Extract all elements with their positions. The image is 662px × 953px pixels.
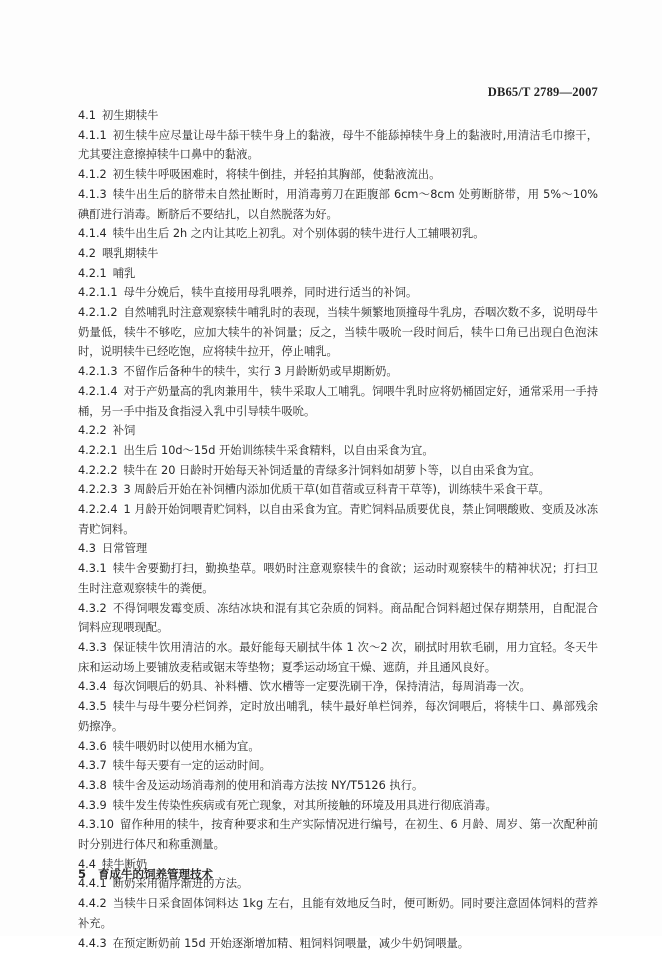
clause-number: 4.3.6: [78, 739, 107, 753]
clause-paragraph: [78, 815, 598, 854]
clause-number: 4.3.10: [78, 818, 114, 832]
clause-number: 4.3.9: [78, 798, 107, 812]
clause-text: 留作种用的犊牛，按育种要求和生产实际情况进行编号，在初生、6 月龄、周岁、第一次配种前时分别进行体尺和称重测量。: [78, 818, 598, 852]
clause-paragraph: [78, 382, 598, 421]
clause-text: 断奶采用循序渐进的方法。: [112, 877, 249, 891]
clause-text: 喂乳期犊牛: [101, 246, 159, 260]
clause-text: 当犊牛日采食固体饲料达 1kg 左右，且能有效地反刍时，便可断奶。同时要注意固体饲料的营养补充。: [78, 897, 598, 930]
clause-paragraph: [78, 539, 598, 559]
clause-text: 哺乳: [112, 266, 136, 280]
clause-paragraph: [78, 441, 598, 461]
clause-number: 4.3.8: [78, 778, 107, 792]
clause-number: 4.3.7: [78, 759, 107, 773]
clause-paragraph: [78, 756, 598, 776]
clause-paragraph: [78, 362, 598, 382]
clause-text: 母牛分娩后，犊牛直接用母乳喂养，同时进行适当的补饲。: [123, 286, 418, 300]
clause-text: 犊牛舍及运动场消毒剂的使用和消毒方法按 NY/T5126 执行。: [112, 778, 424, 792]
clause-number: 4.1.1: [78, 128, 107, 142]
clause-number: 4.3.3: [78, 640, 107, 654]
clause-text: 日常管理: [101, 542, 148, 556]
clause-text: 犊牛出生后的脐带未自然扯断时，用消毒剪刀在距腹部 6cm～8cm 处剪断脐带，用 5%～10%碘酊进行消毒。断脐后不要结扎，以自然脱落为好。: [78, 187, 598, 221]
clause-paragraph: [78, 737, 598, 757]
clause-number: 4.4.3: [78, 936, 107, 950]
section-5-heading: [78, 864, 213, 884]
clause-paragraph: [78, 303, 598, 362]
clause-paragraph: [78, 224, 598, 244]
clause-text: 犊牛出生后 2h 之内让其吃上初乳。对个别体弱的犊牛进行人工辅喂初乳。: [112, 227, 485, 241]
clause-paragraph: [78, 697, 598, 736]
clause-text: 初生犊牛应尽量让母牛舔干犊牛身上的黏液，母牛不能舔掉犊牛身上的黏液时,用清洁毛巾擦干，尤其要注意擦掉犊牛口鼻中的黏液。: [78, 128, 598, 162]
clause-paragraph: [78, 500, 598, 539]
clause-text: 犊牛舍要勤打扫，勤换垫草。喂奶时注意观察犊牛的食欲；运动时观察犊牛的精神状况；打扫卫生时注意观察犊牛的粪便。: [78, 562, 598, 595]
clause-text: 每次饲喂后的奶具、补料槽、饮水槽等一定要洗刷干净，保持清洁，每周消毒一次。: [112, 680, 531, 694]
clause-number: 4.3.2: [78, 601, 107, 615]
standard-code: DB65/T 2789—2007: [487, 85, 598, 99]
clause-text: 犊牛在 20 日龄时开始每天补饲适量的青绿多汁饲料如胡萝卜等，以自由采食为宜。: [123, 463, 541, 477]
clause-text: 出生后 10d～15d 开始训练犊牛采食精料，以自由采食为宜。: [123, 443, 434, 457]
clause-paragraph: [78, 185, 598, 224]
clause-number: 4.3.5: [78, 700, 107, 714]
clause-number: 4.2.1.2: [78, 306, 118, 320]
clause-number: 4.1.3: [78, 187, 107, 201]
clause-paragraph: [78, 559, 598, 598]
clause-paragraph: [78, 934, 598, 953]
clause-text: 1 月龄开始饲喂青贮饲料，以自由采食为宜。青贮饲料品质要优良，禁止饲喂酸败、变质及冰冻青贮饲料。: [78, 503, 598, 536]
clause-number: 4.1: [78, 109, 96, 122]
section-title: 育成牛的饲养管理技术: [98, 867, 214, 881]
clause-number: 4.1.2: [78, 168, 107, 182]
clause-number: 4.2.2: [78, 424, 107, 438]
clause-text: 在预定断奶前 15d 开始逐渐增加精、粗饲料饲喂量，减少牛奶饲喂量。: [112, 936, 470, 950]
section-number: 5: [78, 867, 87, 881]
clause-paragraph: [78, 264, 598, 284]
clause-paragraph: [78, 421, 598, 441]
clause-number: 4.2.1.4: [78, 384, 118, 398]
clause-number: 4.2.1.3: [78, 365, 118, 379]
clause-number: 4.3: [78, 542, 96, 556]
clause-number: 4.2.2.2: [78, 463, 118, 477]
clause-text: 3 周龄后开始在补饲槽内添加优质干草(如苜蓿或豆科青干草等)，训练犊牛采食干草。: [123, 483, 550, 497]
clause-number: 4.3.1: [78, 562, 107, 576]
clause-paragraph: [78, 638, 598, 677]
clause-text: 保证犊牛饮用清洁的水。最好能每天刷拭牛体 1 次～2 次，刷拭时用软毛刷，用力宜轻。冬天牛床和运动场上要铺放麦秸或锯末等垫物；夏季运动场宜干燥、遮荫，并且通风良好。: [78, 640, 598, 674]
clause-text: 对于产奶量高的乳肉兼用牛，犊牛采取人工哺乳。饲喂牛乳时应将奶桶固定好，通常采用一手持桶，另一手中指及食指浸入乳中引导犊牛吸吮。: [78, 384, 599, 418]
clause-number: 4.2.2.3: [78, 483, 118, 497]
clause-paragraph: [78, 165, 598, 185]
clause-paragraph: [78, 776, 598, 796]
document-body: [78, 106, 598, 953]
clause-paragraph: [78, 283, 598, 303]
clause-number: 4.3.4: [78, 680, 107, 694]
clause-paragraph: [78, 599, 598, 638]
clause-number: 4.4.1: [78, 877, 107, 891]
clause-number: 4.2.1.1: [78, 286, 118, 300]
clause-paragraph: [78, 796, 598, 816]
clause-text: 犊牛断奶: [101, 857, 148, 871]
clause-paragraph: [78, 244, 598, 264]
clause-text: 自然哺乳时注意观察犊牛哺乳时的表现，当犊牛频繁地顶撞母牛乳房，吞咽次数不多，说明母牛奶量低，犊牛不够吃，应加大犊牛的补饲量；反之，当犊牛吸吮一段时间后，犊牛口角已出现白色泡沫时，说明犊牛已经吃饱，应将犊牛拉开，停止哺乳。: [78, 306, 599, 359]
clause-number: 4.1.4: [78, 227, 107, 241]
clause-number: 4.4: [78, 857, 96, 871]
clause-number: 4.2.2.4: [78, 503, 118, 517]
clause-paragraph: [78, 480, 598, 500]
clause-text: 不留作后备种牛的犊牛，实行 3 月龄断奶或早期断奶。: [123, 365, 398, 379]
clause-text: 犊牛喂奶时以使用水桶为宜。: [112, 739, 260, 753]
clause-text: 犊牛每天要有一定的运动时间。: [112, 759, 271, 773]
clause-paragraph: [78, 106, 598, 126]
clause-number: 4.2: [78, 246, 96, 260]
clause-text: 犊牛与母牛要分栏饲养，定时放出哺乳，犊牛最好单栏饲养，每次饲喂后，将犊牛口、鼻部残余奶擦净。: [78, 700, 598, 733]
clause-paragraph: [78, 894, 598, 933]
clause-paragraph: [78, 126, 598, 165]
clause-paragraph: [78, 677, 598, 697]
clause-number: 4.4.2: [78, 897, 107, 911]
clause-number: 4.2.2.1: [78, 443, 118, 457]
clause-text: 犊牛发生传染性疾病或有死亡现象，对其所接触的环境及用具进行彻底消毒。: [112, 798, 497, 812]
clause-text: 初生期犊牛: [101, 109, 159, 122]
clause-number: 4.2.1: [78, 266, 107, 280]
clause-paragraph: [78, 461, 598, 481]
clause-text: 初生犊牛呼吸困难时，将犊牛倒挂，并轻拍其胸部，使黏液流出。: [112, 168, 441, 182]
clause-text: 不得饲喂发霉变质、冻结冰块和混有其它杂质的饲料。商品配合饲料超过保存期禁用，自配混合饲料应现喂现配。: [78, 601, 598, 635]
clause-text: 补饲: [112, 424, 136, 438]
